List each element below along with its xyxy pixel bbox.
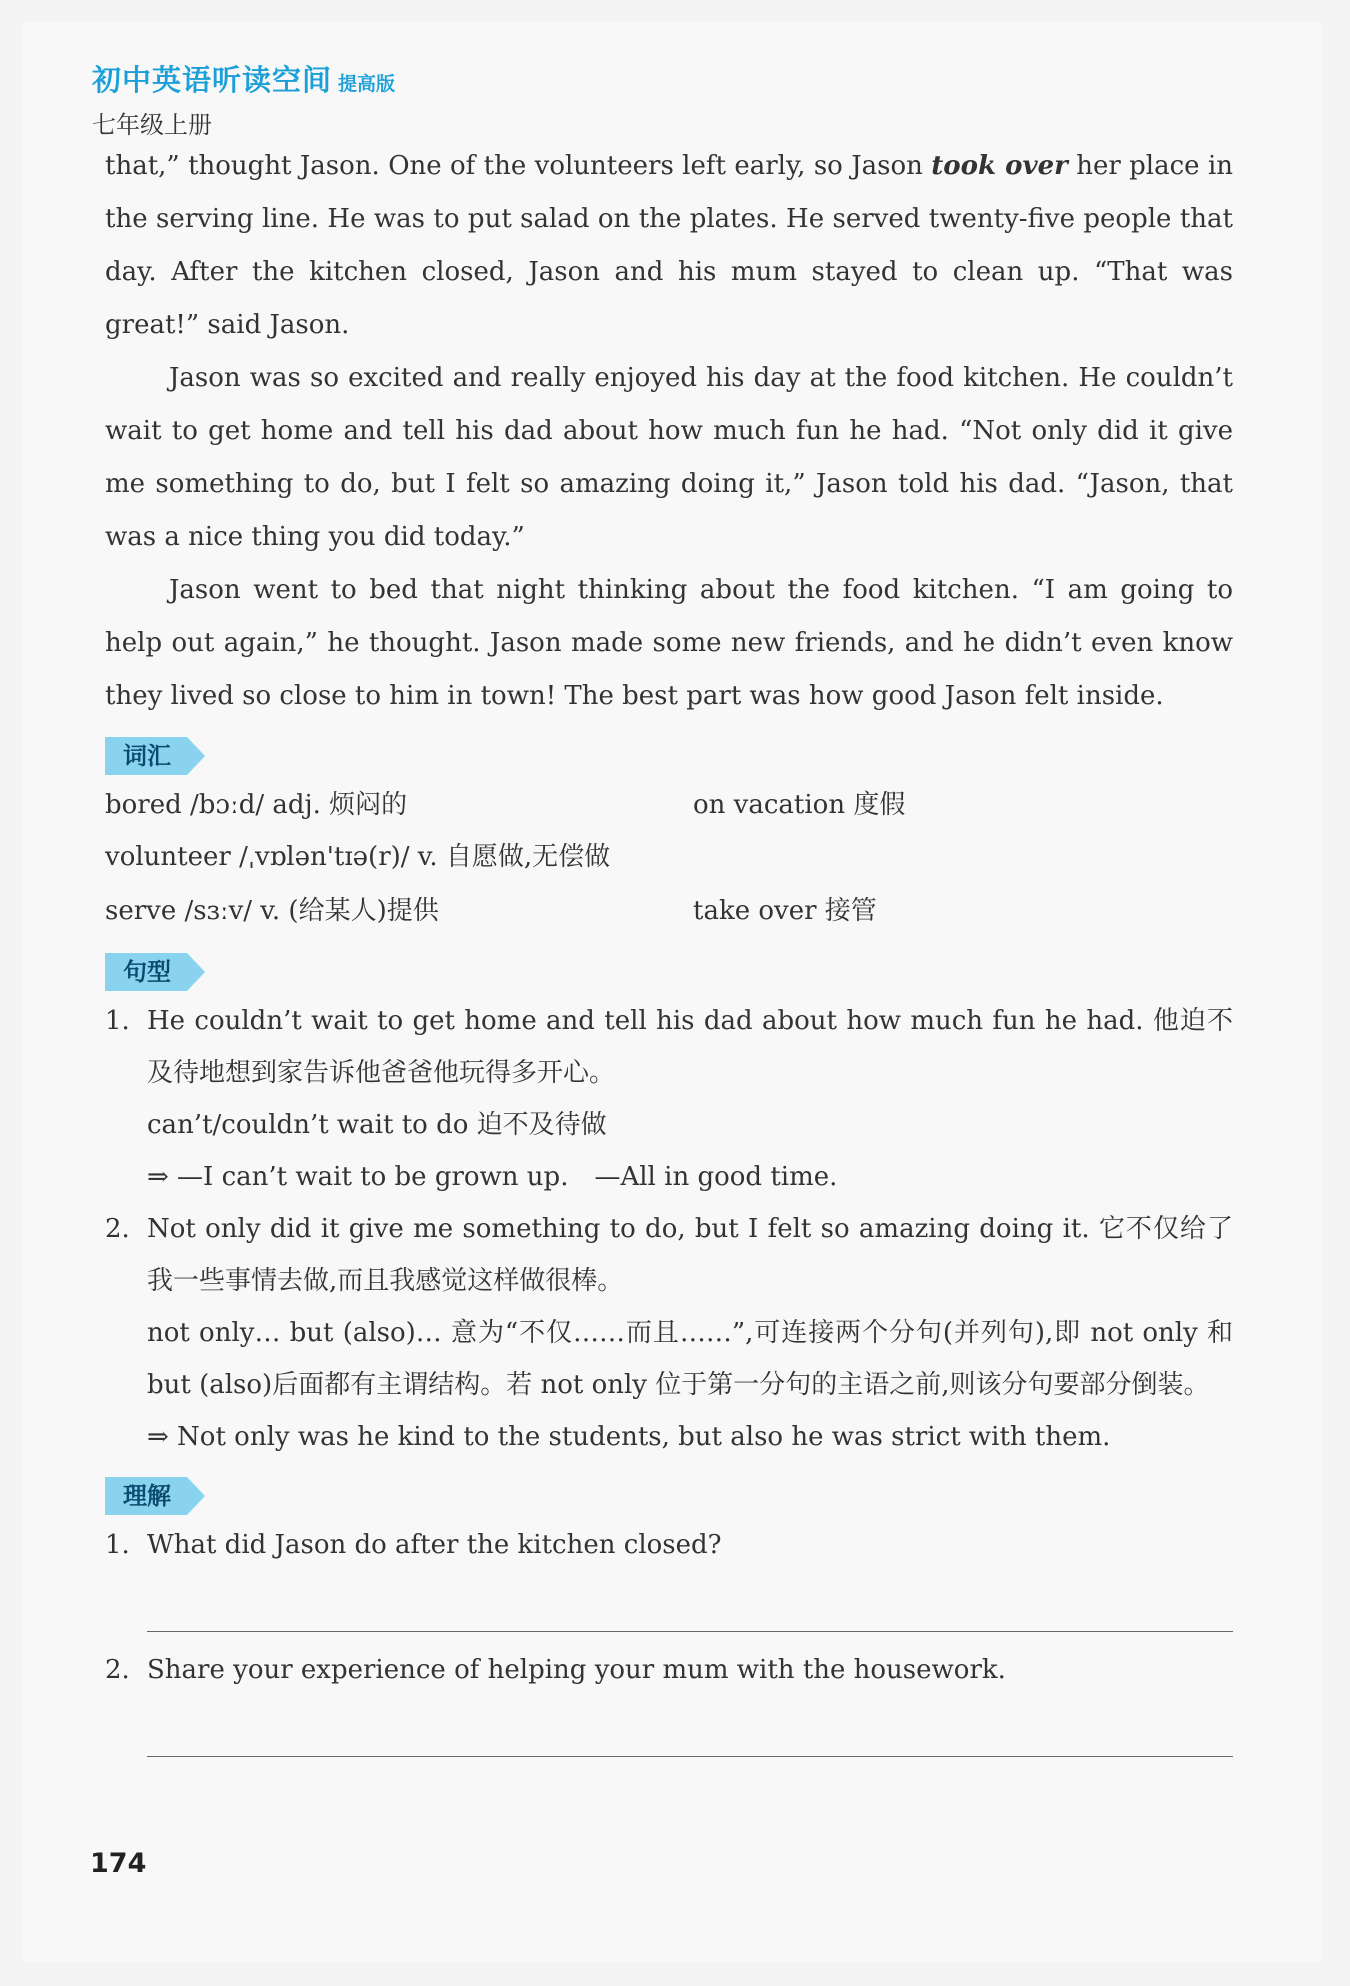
edition-label: 提高版 [338, 73, 396, 95]
vocabulary-list [105, 779, 1233, 939]
comprehension-section-header [105, 1477, 1233, 1519]
sentence-item [105, 995, 1233, 1203]
question-number: 1. [105, 1530, 130, 1560]
paragraph-text: her place in the serving line. He was to put salad on the plates. He served twenty-five people that day. After the kitchen closed, Jason and his mum stayed to clean up. “That was great!” said Jason. [105, 151, 1234, 340]
vocab-entry: volunteer /ˌvɒlən'tɪə(r)/ v. 自愿做,无偿做 [105, 842, 611, 872]
answer-line[interactable] [147, 1696, 1233, 1757]
page-header [92, 58, 395, 140]
comprehension-tag: 理解 [105, 1477, 187, 1515]
answer-line[interactable] [147, 1571, 1233, 1632]
passage-paragraph: Jason went to bed that night thinking about the food kitchen. “I am going to help out again,” he thought. Jason made some new friends, and he didn’t even know they lived so close to him in town! The best part was how good Jason felt inside. [105, 575, 1233, 711]
vocabulary-tag: 词汇 [105, 737, 187, 775]
passage-paragraph [105, 140, 1233, 352]
item-number: 1. [105, 1006, 130, 1036]
passage-paragraph: Jason was so excited and really enjoyed his day at the food kitchen. He couldn’t wait to get home and tell his dad about how much fun he had. “Not only did it give me something to do, but I felt so amazing doing it,” Jason told his dad. “Jason, that was a nice thing you did today.” [105, 363, 1233, 552]
vocab-entry: take over 接管 [693, 896, 877, 926]
content [105, 140, 1233, 1769]
page-number: 174 [90, 1848, 147, 1879]
emphasized-phrase: took over [931, 151, 1068, 181]
vocabulary-section-header [105, 737, 1233, 779]
sentence-pattern: can’t/couldn’t wait to do 迫不及待做 [147, 1110, 607, 1140]
question-item [105, 1519, 1233, 1571]
reading-passage [105, 140, 1233, 723]
vocab-entry: serve /sɜːv/ v. (给某人)提供 [105, 896, 439, 926]
item-body [147, 1203, 1233, 1463]
example-sentence: ⇒ Not only was he kind to the students, but also he was strict with them. [147, 1422, 1111, 1452]
question-number: 2. [105, 1655, 130, 1685]
question-text: Share your experience of helping your mum with the housework. [147, 1655, 1006, 1685]
sentence-tag: 句型 [105, 953, 187, 991]
example-sentence: Not only did it give me something to do, but I felt so amazing doing it. 它不仅给了我一些事情去做,而且我感觉这样做很棒。 [147, 1214, 1233, 1296]
vocab-entry: bored /bɔːd/ adj. 烦闷的 [105, 790, 408, 820]
item-number: 2. [105, 1214, 130, 1244]
sentence-section-header [105, 953, 1233, 995]
paragraph-text: that,” thought Jason. One of the volunteers left early, so Jason [105, 151, 932, 181]
sentence-list [105, 995, 1233, 1463]
book-title: 初中英语听读空间 [92, 63, 333, 97]
book-title-line [92, 58, 395, 99]
item-body [147, 995, 1233, 1203]
sentence-item [105, 1203, 1233, 1463]
example-sentence: He couldn’t wait to get home and tell his dad about how much fun he had. 他迫不及待地想到家告诉他爸爸他玩得多开心。 [147, 1006, 1233, 1088]
question-list [105, 1519, 1233, 1757]
vocab-row [105, 779, 1233, 831]
grammar-explanation: not only… but (also)… 意为“不仅……而且……”,可连接两个分句(并列句),即 not only 和 but (also)后面都有主谓结构。若 not only 位于第一分句的主语之前,则该分句要部分倒装。 [147, 1318, 1233, 1400]
vocab-row [105, 831, 1233, 883]
example-dialogue: ⇒ —I can’t wait to be grown up. —All in good time. [147, 1162, 838, 1192]
question-item [105, 1644, 1233, 1696]
vocab-entry: on vacation 度假 [693, 790, 906, 820]
vocab-row [105, 883, 1233, 939]
question-text: What did Jason do after the kitchen closed? [147, 1530, 722, 1560]
grade-label: 七年级上册 [92, 111, 212, 139]
